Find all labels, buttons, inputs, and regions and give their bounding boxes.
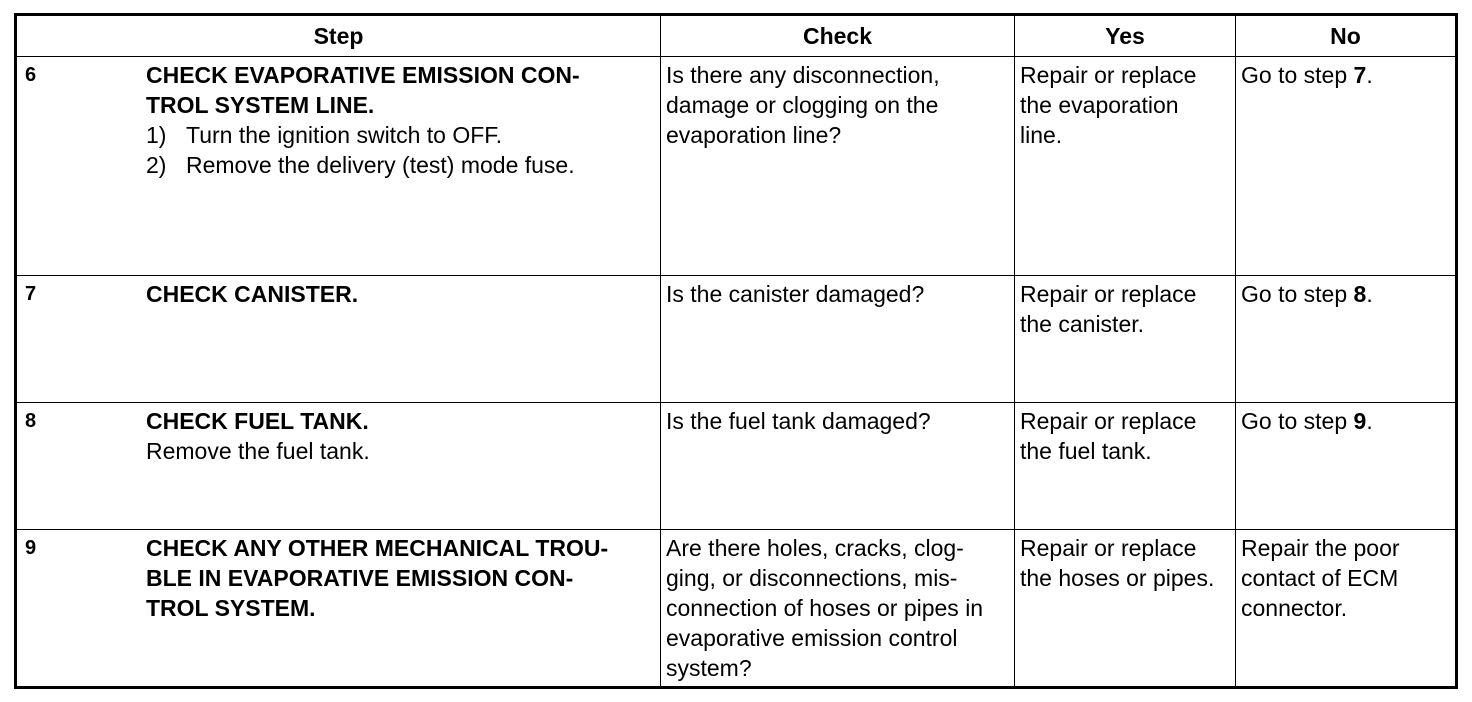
step-cell: [16, 403, 661, 530]
header-step: Step: [16, 15, 661, 57]
no-suffix: .: [1366, 62, 1373, 88]
check-cell: [661, 403, 1015, 530]
check-cell: [661, 530, 1015, 688]
check-text: Are there holes, cracks, clog-: [666, 535, 964, 561]
step-title: TROL SYSTEM.: [146, 595, 316, 621]
yes-cell: [1015, 530, 1236, 688]
no-prefix: Go to step: [1241, 408, 1354, 434]
step-title: BLE IN EVAPORATIVE EMISSION CON-: [146, 565, 574, 591]
table-row: [16, 530, 1457, 688]
no-text: [1236, 57, 1455, 90]
no-cell: [1236, 403, 1457, 530]
step-body: [146, 279, 655, 309]
yes-cell: [1015, 276, 1236, 403]
yes-text: Repair or replace: [1020, 281, 1197, 307]
sub-step: [146, 150, 655, 180]
step-number: 6: [25, 64, 37, 86]
check-text: Is there any disconnection,: [666, 62, 940, 88]
step-body: [146, 60, 655, 180]
no-text: connector.: [1241, 595, 1348, 621]
no-prefix: Go to step: [1241, 281, 1354, 307]
step-title: CHECK ANY OTHER MECHANICAL TROU-: [146, 535, 609, 561]
sub-step-text: Turn the ignition switch to OFF.: [186, 122, 503, 148]
no-cell: [1236, 57, 1457, 276]
step-ref: 9: [1353, 408, 1367, 434]
step-title: CHECK FUEL TANK.: [146, 408, 369, 434]
no-suffix: .: [1366, 408, 1373, 434]
table-row: [16, 403, 1457, 530]
step-cell: [16, 530, 661, 688]
yes-cell: [1015, 403, 1236, 530]
step-number: 7: [25, 283, 37, 305]
no-cell: [1236, 530, 1457, 688]
sub-step-number: 1): [146, 122, 167, 148]
check-text: connection of hoses or pipes in: [666, 595, 984, 621]
check-text: damage or clogging on the: [666, 92, 939, 118]
check-text: evaporative emission control: [666, 625, 958, 651]
step-title: CHECK CANISTER.: [146, 281, 359, 307]
no-text: Repair the poor: [1241, 535, 1400, 561]
step-body: [146, 533, 655, 623]
sub-step: [146, 120, 655, 150]
step-body: [146, 406, 655, 466]
check-text: evaporation line?: [666, 122, 842, 148]
no-prefix: Go to step: [1241, 62, 1354, 88]
table-row: [16, 276, 1457, 403]
step-title: TROL SYSTEM LINE.: [146, 92, 375, 118]
yes-text: Repair or replace: [1020, 408, 1197, 434]
yes-text: the evaporation: [1020, 92, 1179, 118]
sub-step-text: Remove the delivery (test) mode fuse.: [186, 152, 575, 178]
step-instruction: Remove the fuel tank.: [146, 438, 370, 464]
yes-cell: [1015, 57, 1236, 276]
yes-text: the hoses or pipes.: [1020, 565, 1215, 591]
yes-text: the canister.: [1020, 311, 1145, 337]
check-cell: [661, 276, 1015, 403]
step-cell: [16, 276, 661, 403]
header-yes: Yes: [1015, 15, 1236, 57]
no-text: [1236, 276, 1455, 309]
check-text: system?: [666, 655, 752, 681]
yes-text: the fuel tank.: [1020, 438, 1152, 464]
table-header-row: [16, 15, 1457, 57]
check-text: ging, or disconnections, mis-: [666, 565, 958, 591]
step-ref: 8: [1353, 281, 1367, 307]
no-text: contact of ECM: [1241, 565, 1399, 591]
step-number: 9: [25, 537, 37, 559]
yes-text: line.: [1020, 122, 1063, 148]
check-cell: [661, 57, 1015, 276]
yes-text: Repair or replace: [1020, 535, 1197, 561]
step-title: CHECK EVAPORATIVE EMISSION CON-: [146, 62, 580, 88]
sub-step-number: 2): [146, 152, 167, 178]
no-suffix: .: [1366, 281, 1373, 307]
header-check: Check: [661, 15, 1015, 57]
diagnostic-table: [14, 13, 1458, 689]
no-cell: [1236, 276, 1457, 403]
header-no: No: [1236, 15, 1457, 57]
step-number: 8: [25, 410, 37, 432]
check-text: Is the canister damaged?: [666, 281, 925, 307]
table-row: [16, 57, 1457, 276]
check-text: Is the fuel tank damaged?: [666, 408, 931, 434]
step-ref: 7: [1353, 62, 1367, 88]
step-cell: [16, 57, 661, 276]
yes-text: Repair or replace: [1020, 62, 1197, 88]
no-text: [1236, 403, 1455, 436]
